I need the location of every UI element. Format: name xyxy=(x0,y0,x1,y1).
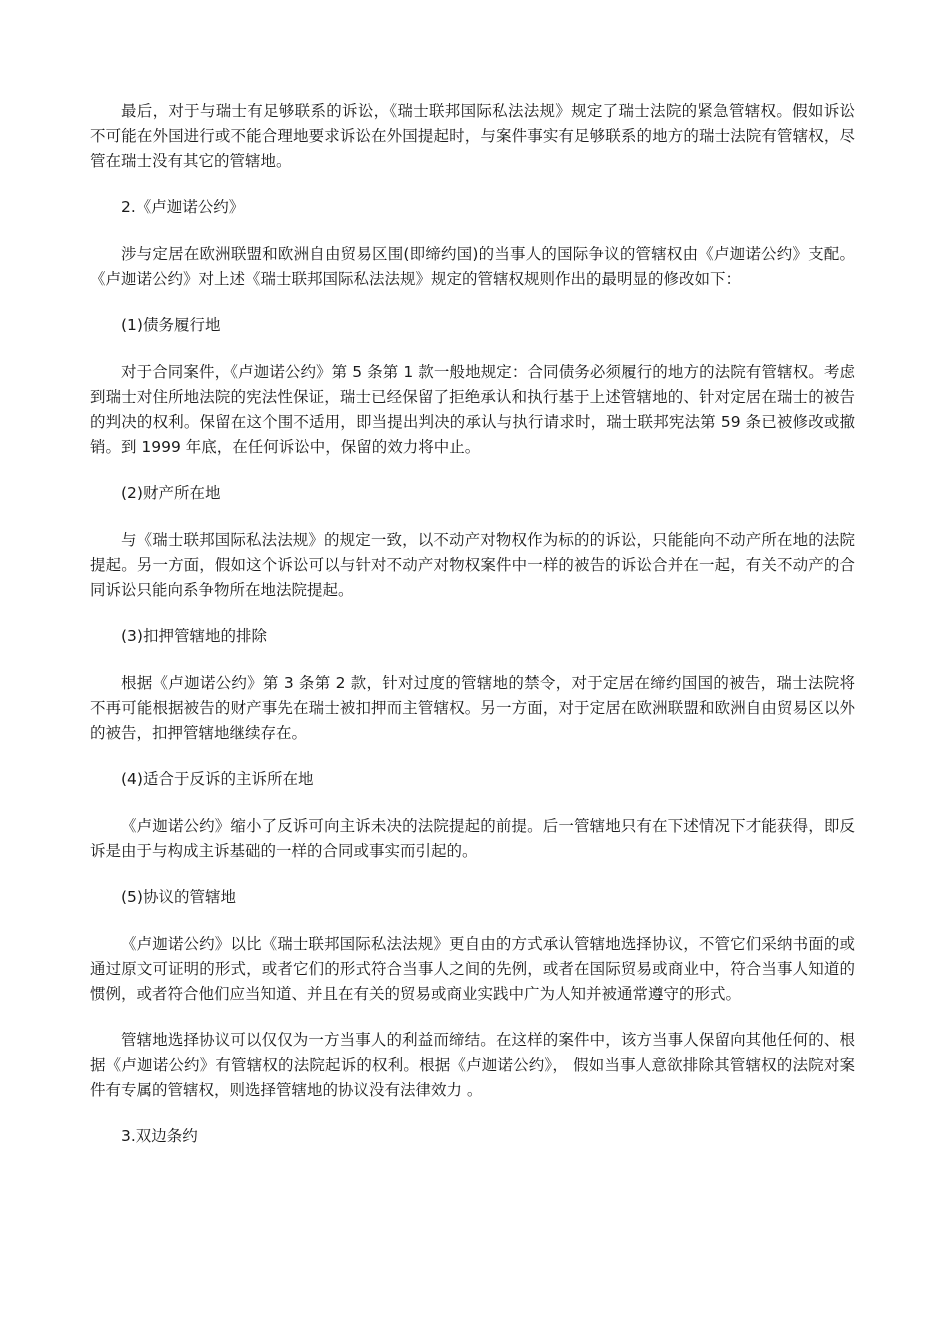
heading-lugano-convention: 2.《卢迦诺公约》 xyxy=(121,198,245,216)
paragraph-place-of-performance: 对于合同案件，《卢迦诺公约》第 5 条第 1 款一般地规定：合同债务必须履行的地方的法院有管辖权。考虑到瑞士对住所地法院的宪法性保证，瑞士已经保留了拒绝承认和执行基于上述管辖地的、针对定居在瑞士的被告的判决的权利。保留在这个围不适用，即当提出判决的承认与执行请求时，瑞士联邦宪法第 59 条已被修改或撤销。到 1999 年底，在任何诉讼中，保留的效力将中止。 xyxy=(90,363,855,456)
document-body xyxy=(90,99,855,1149)
heading-agreed-jurisdiction: (5)协议的管辖地 xyxy=(121,888,236,906)
heading-property-location: (2)财产所在地 xyxy=(121,484,221,502)
heading-place-of-performance: (1)债务履行地 xyxy=(121,316,221,334)
paragraph-attachment-exclusion: 根据《卢迦诺公约》第 3 条第 2 款，针对过度的管辖地的禁令，对于定居在缔约国国的被告，瑞士法院将不再可能根据被告的财产事先在瑞士被扣押而主管辖权。另一方面，对于定居在欧洲联盟和欧洲自由贸易区以外的被告，扣押管辖地继续存在。 xyxy=(90,674,855,742)
paragraph-emergency-jurisdiction: 最后，对于与瑞士有足够联系的诉讼，《瑞士联邦国际私法法规》规定了瑞士法院的紧急管辖权。假如诉讼不可能在外国进行或不能合理地要求诉讼在外国提起时，与案件事实有足够联系的地方的瑞士法院有管辖权，尽管在瑞士没有其它的管辖地。 xyxy=(90,102,855,170)
paragraph-lugano-scope: 涉与定居在欧洲联盟和欧洲自由贸易区围(即缔约国)的当事人的国际争议的管辖权由《卢迦诺公约》支配。《卢迦诺公约》对上述《瑞士联邦国际私法法规》规定的管辖权规则作出的最明显的修改如下： xyxy=(90,245,855,288)
paragraph-agreed-jurisdiction: 《卢迦诺公约》以比《瑞士联邦国际私法法规》更自由的方式承认管辖地选择协议，不管它们采纳书面的或通过原文可证明的形式，或者它们的形式符合当事人之间的先例，或者在国际贸易或商业中，符合当事人知道的惯例，或者符合他们应当知道、并且在有关的贸易或商业实践中广为人知并被通常遵守的形式。 xyxy=(90,935,855,1003)
paragraph-one-party-benefit: 管辖地选择协议可以仅仅为一方当事人的利益而缔结。在这样的案件中，该方当事人保留向其他任何的、根据《卢迦诺公约》有管辖权的法院起诉的权利。根据《卢迦诺公约》， 假如当事人意欲排除其管辖权的法院对案件有专属的管辖权，则选择管辖地的协议没有法律效力 。 xyxy=(90,1031,855,1099)
paragraph-property-location: 与《瑞士联邦国际私法法规》的规定一致，以不动产对物权作为标的的诉讼，只能能向不动产所在地的法院提起。另一方面，假如这个诉讼可以与针对不动产对物权案件中一样的被告的诉讼合并在一起，有关不动产的合同诉讼只能向系争物所在地法院提起。 xyxy=(90,531,855,599)
paragraph-counterclaim: 《卢迦诺公约》缩小了反诉可向主诉未决的法院提起的前提。后一管辖地只有在下述情况下才能获得，即反诉是由于与构成主诉基础的一样的合同或事实而引起的。 xyxy=(90,817,855,860)
heading-bilateral-treaties: 3.双边条约 xyxy=(121,1127,198,1145)
heading-counterclaim: (4)适合于反诉的主诉所在地 xyxy=(121,770,314,788)
heading-attachment-exclusion: (3)扣押管辖地的排除 xyxy=(121,627,267,645)
